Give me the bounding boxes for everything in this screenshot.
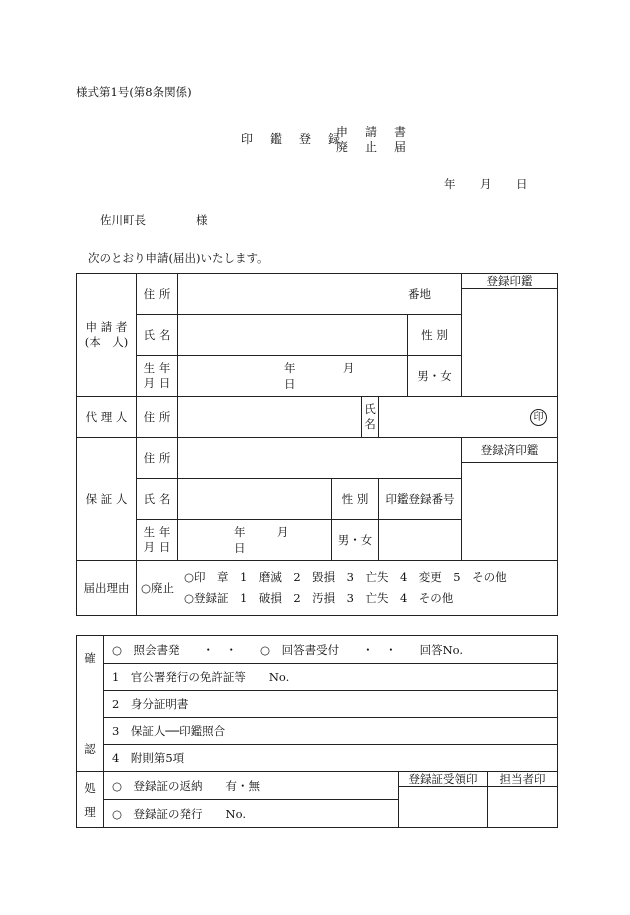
staff-seal-box[interactable] [488,772,558,828]
date-day: 日 [516,177,528,191]
processing-label-bottom: 理 [84,804,96,819]
birth-label-1: 生 年 [143,361,171,375]
reason-line-certificate[interactable]: ○登録証 1 破損 2 汚損 3 亡失 4 その他 [184,591,454,605]
registered-seal-box[interactable] [462,274,558,397]
registered-seal-label: 登録印鑑 [462,274,557,289]
license-row[interactable]: 1 官公署発行の免許証等 No. [104,664,558,691]
guarantor-check-row[interactable]: 3 保証人──印鑑照合 [104,718,558,745]
agent-address-field[interactable] [178,397,362,438]
guarantor-address-label: 住 所 [137,438,178,479]
agent-name-label-2: 名 [364,417,376,431]
application-table [76,273,558,616]
registered-seal-done-label: 登録済印鑑 [462,438,557,463]
date-year: 年 [444,177,456,191]
agent-label: 代 理 人 [77,397,137,438]
staff-seal-label: 担当者印 [488,772,557,787]
reason-field[interactable] [137,561,558,616]
agent-address-label: 住 所 [137,397,178,438]
guarantor-name-label: 氏 名 [137,479,178,520]
applicant-address-label: 住 所 [137,274,178,315]
birth-label-2: 月 日 [143,376,171,390]
g-birth-year: 年 [234,525,246,539]
guarantor-name-field[interactable] [178,479,332,520]
applicant-label-1: 申 請 者 [85,320,128,334]
birth-year: 年 [284,361,296,375]
supplementary-row[interactable]: 4 附則第5項 [104,745,558,772]
confirmation-label-top: 確 [84,651,96,665]
addressee: 佐川町長 [100,213,146,227]
g-birth-month: 月 [276,525,289,539]
guarantor-address-field[interactable] [178,438,462,479]
applicant-name-field[interactable] [178,315,408,356]
applicant-gender-options[interactable]: 男・女 [408,356,462,397]
receipt-seal-box[interactable] [399,772,488,828]
birth-month: 月 [342,361,355,375]
identity-row[interactable]: 2 身分証明書 [104,691,558,718]
guarantor-birth-field[interactable] [178,520,332,561]
g-birth-label-1: 生 年 [143,525,171,539]
processing-label [77,772,104,828]
applicant-name-label: 氏 名 [137,315,178,356]
guarantor-gender-options[interactable]: 男・女 [332,520,379,561]
seal-number-field[interactable] [379,520,462,561]
form-number: 様式第1号(第8条関係) [76,85,192,99]
title-upper: 申 請 書 [336,125,413,139]
agent-name-label [362,397,379,438]
receipt-seal-label: 登録証受領印 [399,772,487,787]
applicant-address-field[interactable] [178,274,462,315]
applicant-section-label [77,274,137,397]
agent-name-label-1: 氏 [364,402,376,416]
office-use-table [76,635,558,828]
seal-mark-icon: 印 [530,409,547,426]
date-month: 月 [480,177,492,191]
g-birth-label-2: 月 日 [143,540,171,554]
g-birth-day: 日 [234,541,246,555]
confirmation-label-bottom: 認 [84,742,96,756]
honorific: 様 [196,213,208,227]
reason-label: 届出理由 [77,561,137,616]
title-main: 印 鑑 登 録 [241,132,347,146]
guarantor-label: 保 証 人 [77,438,137,561]
agent-name-field[interactable] [379,397,558,438]
certificate-return-row[interactable]: ○ 登録証の返納 有・無 [104,772,399,800]
title-lower: 廃 止 届 [336,140,413,154]
seal-number-label: 印鑑登録番号 [379,479,462,520]
applicant-birth-label [137,356,178,397]
inquiry-row[interactable]: ○ 照会書発 ・ ・ ○ 回答書受付 ・ ・ 回答No. [104,636,558,664]
applicant-gender-label: 性 別 [408,315,462,356]
applicant-birth-field[interactable] [178,356,408,397]
guarantor-birth-label [137,520,178,561]
processing-label-top: 処 [84,780,96,795]
guarantor-gender-label: 性 別 [332,479,379,520]
applicant-label-2: (本 人) [84,335,129,349]
certificate-issue-row[interactable]: ○ 登録証の発行 No. [104,800,399,828]
guarantor-registered-seal-box[interactable] [462,438,558,561]
reason-line-seal[interactable]: ○印 章 1 磨滅 2 毀損 3 亡失 4 変更 5 その他 [184,570,507,584]
banchi-label: 番地 [408,287,431,301]
reason-abolish[interactable]: ○廃止 [140,581,175,595]
birth-day: 日 [284,377,296,391]
confirmation-label [77,636,104,772]
intro-text: 次のとおり申請(届出)いたします。 [88,251,269,265]
